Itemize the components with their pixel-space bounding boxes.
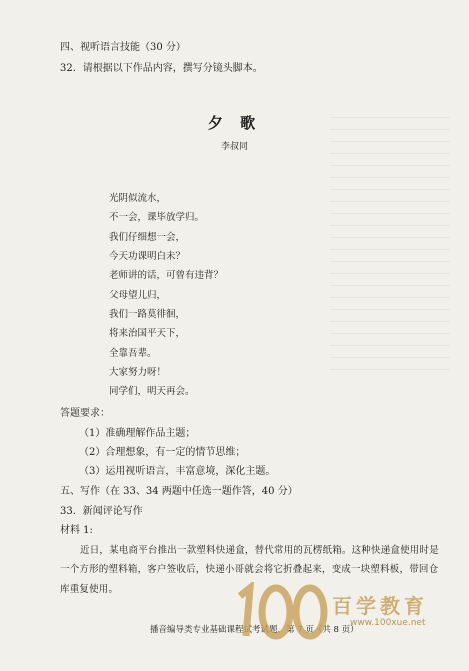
poem-line: 同学们，明天再会。 xyxy=(109,386,195,397)
section4-heading: 四、视听语言技能（30 分） xyxy=(60,42,186,53)
poem-line: 老师讲的话，可曾有违背？ xyxy=(109,270,224,281)
poem-line: 今天功课明白未？ xyxy=(109,251,186,262)
section5-heading: 五、写作（在 33、34 两题中任选一题作答，40 分） xyxy=(60,486,298,497)
question-32: 32．请根据以下作品内容，撰写分镜头脚本。 xyxy=(60,63,263,74)
poem-line: 全靠吾辈。 xyxy=(109,348,157,359)
poem-line: 将来治国平天下， xyxy=(109,328,186,339)
poem-author: 李叔同 xyxy=(220,142,248,152)
watermark-url: www.100xue.net xyxy=(350,618,426,628)
requirements-heading: 答题要求： xyxy=(60,408,110,419)
poem-title: 夕 歌 xyxy=(207,114,262,132)
poem-line: 我们一路莫徘徊， xyxy=(109,309,186,320)
question-33: 33．新闻评论写作 xyxy=(60,506,143,517)
material-paragraph-line: 一个方形的塑料箱，客户签收后，快递小哥就会将它折叠起来，变成一块塑料板，带回仓 xyxy=(60,564,439,575)
poem-line: 父母望儿归， xyxy=(109,290,167,301)
poem-line: 光阴似流水， xyxy=(109,193,167,204)
watermark-logo xyxy=(232,582,462,642)
requirement-item: （2）合理想象，有一定的情节思维； xyxy=(79,447,246,458)
poem-line: 我们仔细想一会， xyxy=(109,232,186,243)
page-footer: 播音编导类专业基础课程试考试题，第 7 页（共 8 页） xyxy=(150,625,359,635)
material-label: 材料 1: xyxy=(60,525,93,536)
watermark-brand: 百学教育 xyxy=(332,594,428,618)
requirement-item: （3）运用视听语言，丰富意境，深化主题。 xyxy=(79,466,276,477)
requirement-item: （1）准确理解作品主题； xyxy=(79,428,196,439)
material-paragraph-line: 近日，某电商平台推出一款塑料快递盒，替代常用的瓦楞纸箱。这种快递盒使用时是 xyxy=(80,545,439,556)
poem-line: 不一会，课毕放学归。 xyxy=(109,212,205,223)
poem-line: 大家努力呀！ xyxy=(109,367,167,378)
watermark-digits-graphic xyxy=(232,582,332,642)
material-paragraph-line: 库重复使用。 xyxy=(60,584,119,595)
